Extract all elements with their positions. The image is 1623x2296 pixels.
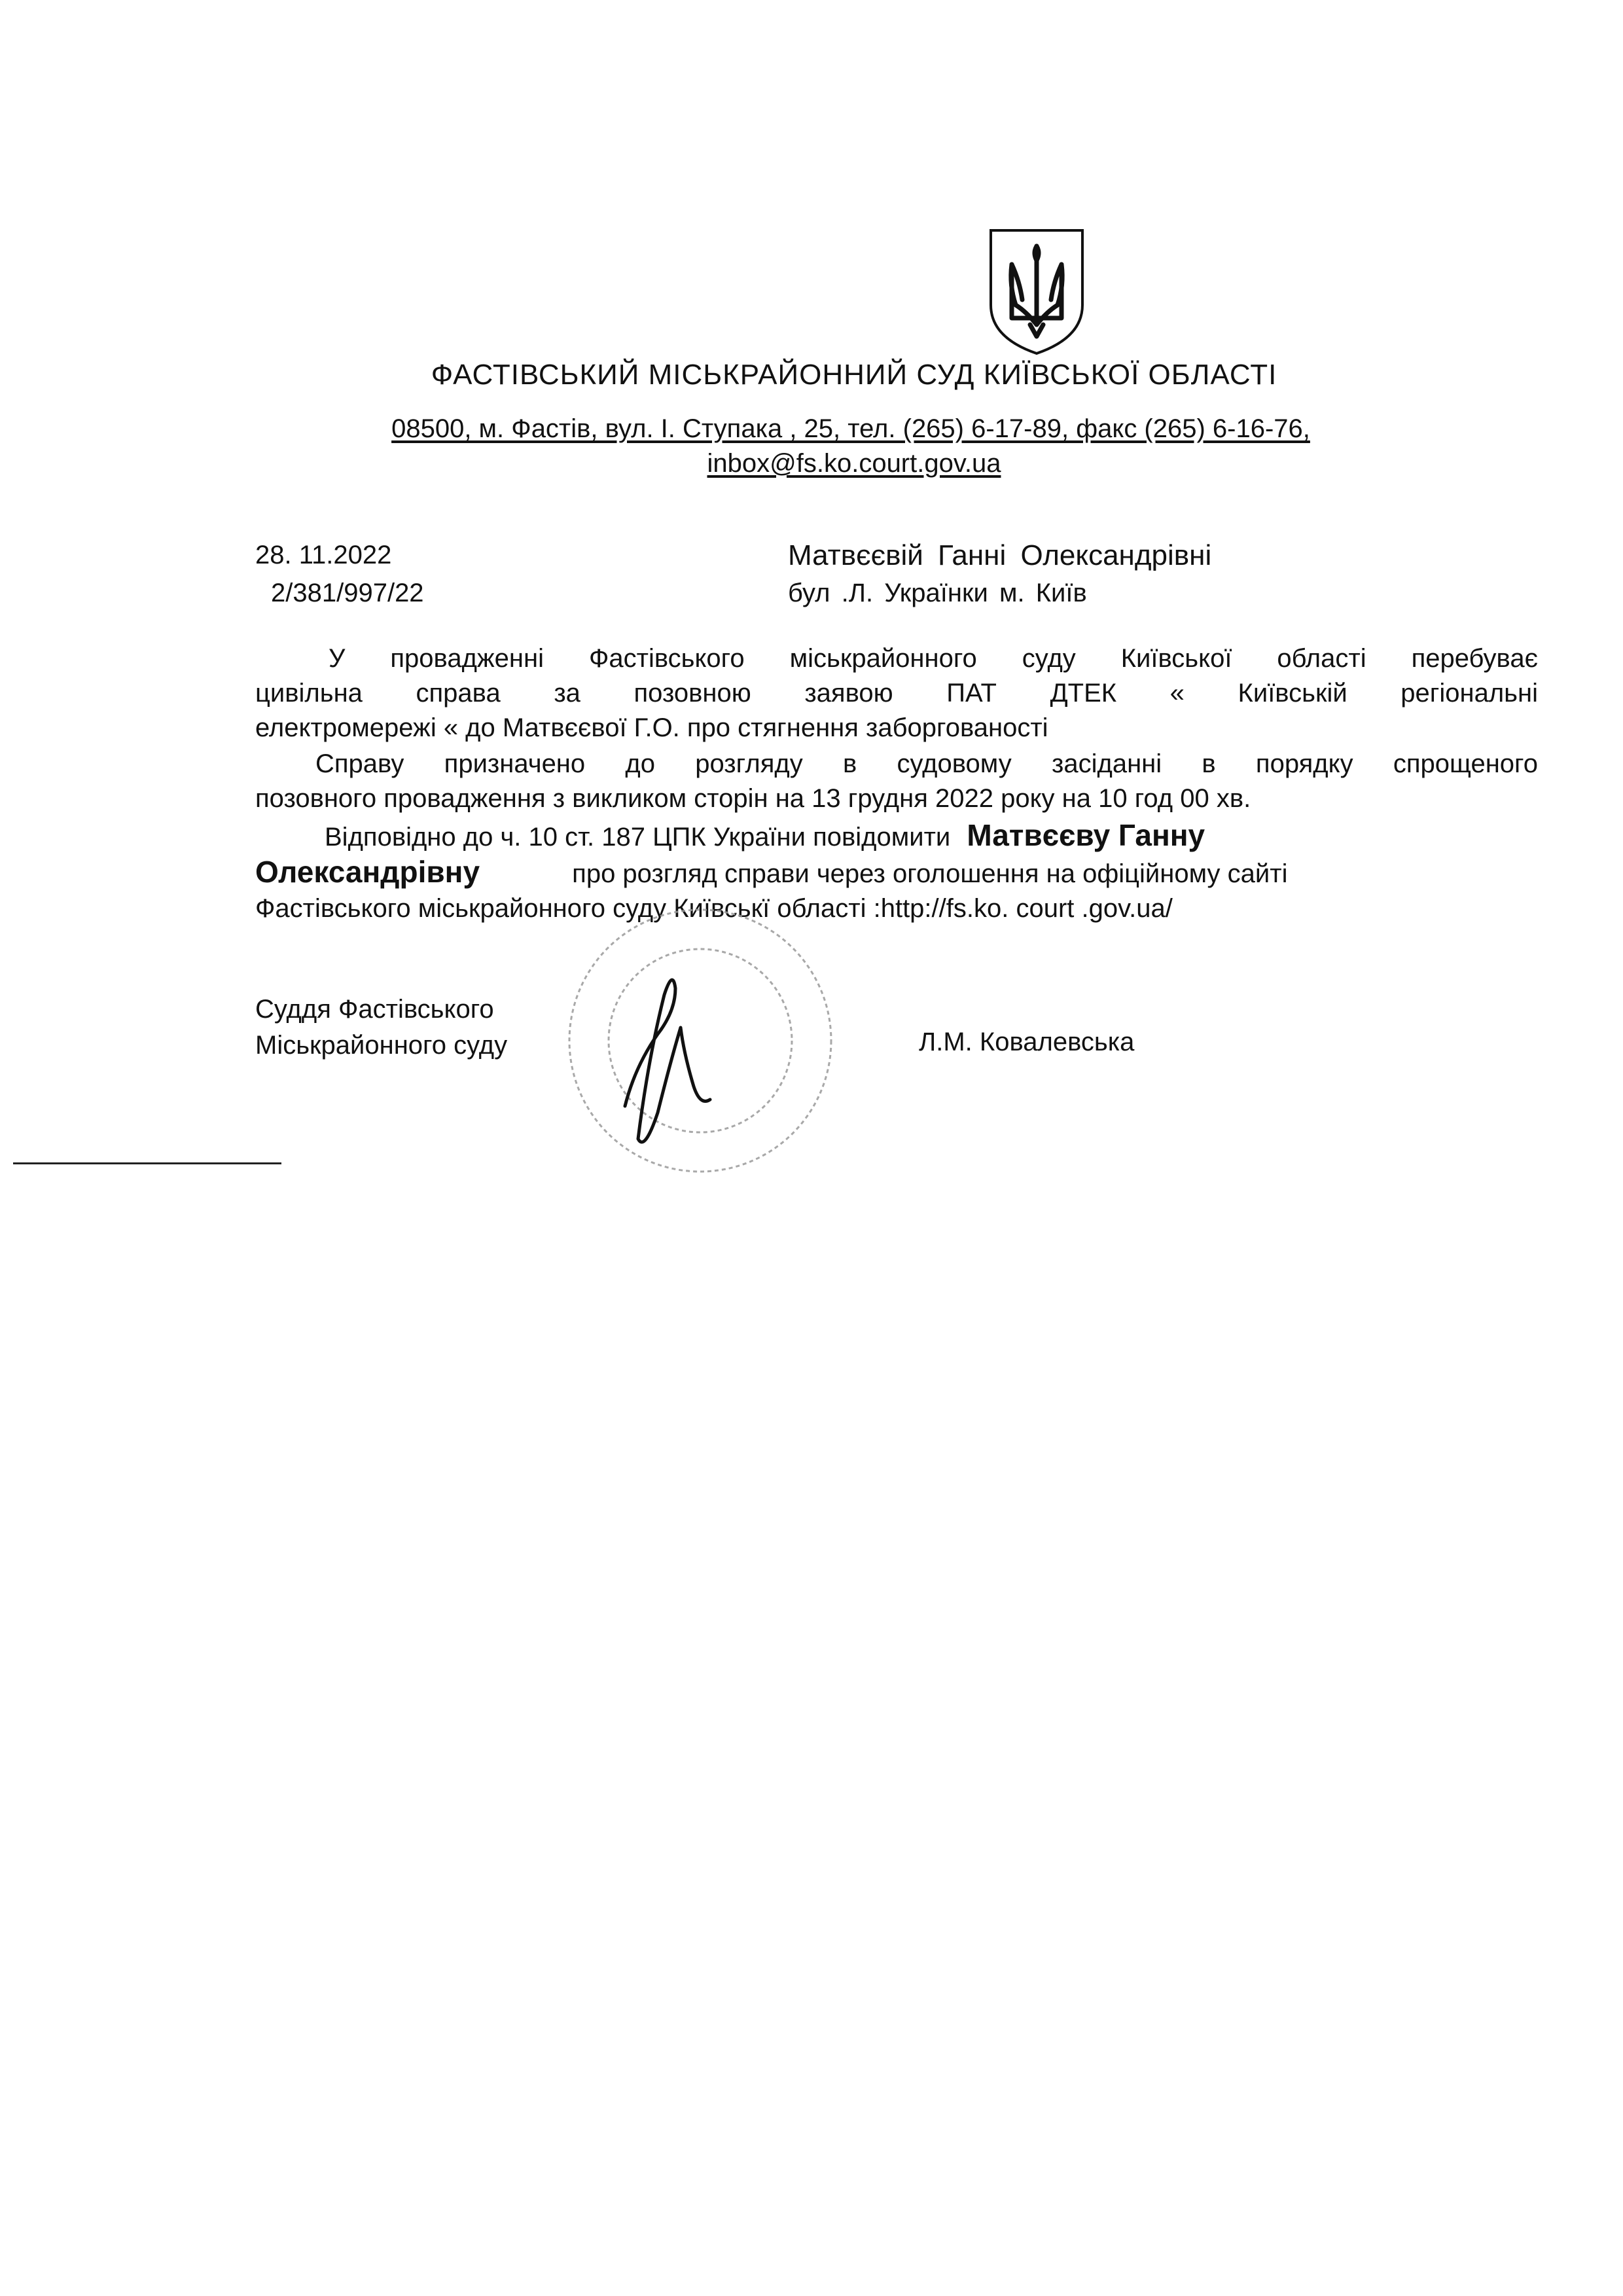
judge-title-line: Суддя Фастівського <box>255 995 494 1024</box>
coat-of-arms-emblem <box>987 226 1086 357</box>
judge-name: Л.М. Ковалевська <box>919 1028 1135 1056</box>
recipient-address: бул .Л. Українки м. Київ <box>788 579 1087 607</box>
paragraph-line: позовного провадження з викликом сторін на 13 грудня 2022 року на 10 год 00 хв. <box>255 784 1251 813</box>
paragraph-line: електромережі « до Матвєєвої Г.О. про стягнення заборгованості <box>255 713 1048 742</box>
case-reference: 2/381/997/22 <box>271 579 424 607</box>
notice-recipient-patronymic: Олександрівну <box>255 855 480 889</box>
paragraph-line: цивільна справа за позовною заявою ПАТ ДТЕК « Київській регіональні <box>255 679 1538 708</box>
recipient-name: Матвєєвій Ганні Олександрівні <box>788 539 1212 571</box>
paragraph-line: У провадженні Фастівського міськрайонного суду Київської області перебуває <box>329 644 1538 673</box>
notice-text: Відповідно до ч. 10 ст. 187 ЦПК України повідомити <box>325 823 951 852</box>
notice-text: про розгляд справи через оголошення на офіційному сайті <box>572 859 1288 888</box>
court-name: ФАСТІВСЬКИЙ МІСЬКРАЙОННИЙ СУД КИЇВСЬКОЇ ОБЛАСТІ <box>431 359 1277 391</box>
court-stamp-and-signature <box>504 890 910 1191</box>
court-email-line <box>0 449 1623 478</box>
paragraph-line: Фастівського міськрайонного суду Київськї області :http://fs.ko. court .gov.ua/ <box>255 894 1173 923</box>
court-email[interactable]: inbox@fs.ko.court.gov.ua <box>707 449 1001 478</box>
notice-recipient-name: Матвєєву Ганну <box>967 818 1205 852</box>
paragraph-hearing <box>255 747 1538 816</box>
judge-title <box>255 992 507 1064</box>
paragraph-line <box>255 818 1538 855</box>
paragraph-proceedings <box>255 641 1538 745</box>
judge-title-line: Міськрайонного суду <box>255 1031 508 1060</box>
letter-date: 28. 11.2022 <box>255 541 392 569</box>
court-address: 08500, м. Фастів, вул. І. Ступака , 25, тел. (265) 6-17-89, факс (265) 6-16-76, <box>391 414 1310 443</box>
divider-line <box>13 1162 281 1164</box>
paragraph-line <box>255 855 1538 891</box>
paragraph-line: Справу призначено до розгляду в судовому засіданні в порядку спрощеного <box>315 749 1538 778</box>
